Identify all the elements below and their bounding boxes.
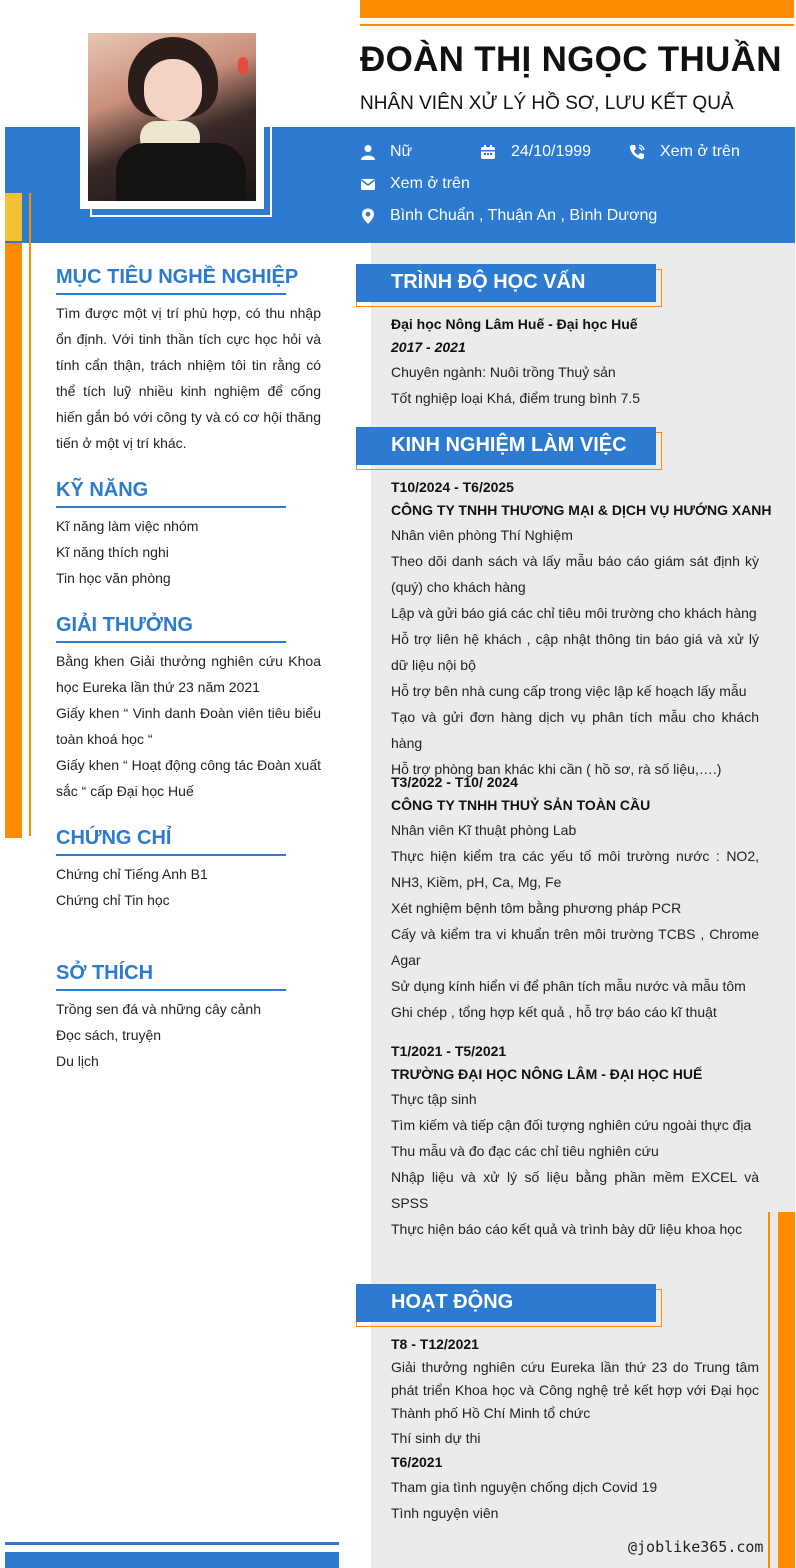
- hobby-item: Đọc sách, truyện: [56, 1027, 162, 1043]
- candidate-title: NHÂN VIÊN XỬ LÝ HỒ SƠ, LƯU KẾT QUẢ: [360, 93, 734, 114]
- activity-role: Thí sinh dự thi: [391, 1430, 481, 1446]
- job-task: Tìm kiếm và tiếp cận đối tượng nghiên cứu ngoài thực địa: [391, 1117, 752, 1133]
- skill-item: Tin học văn phòng: [56, 570, 171, 586]
- phone-icon: [629, 144, 645, 160]
- activities-heading: HOẠT ĐỘNG: [391, 1291, 514, 1313]
- contact-address: [360, 207, 657, 225]
- hobby-item: Du lịch: [56, 1053, 99, 1069]
- birthday-value: 24/10/1999: [511, 143, 592, 160]
- bottom-blue-bar: [5, 1552, 339, 1568]
- job-task: Hỗ trợ phòng ban khác khi cần ( hồ sơ, rà số liệu,….): [391, 761, 722, 777]
- job-task: Hỗ trợ bên nhà cung cấp trong việc lập kế hoạch lấy mẫu: [391, 683, 747, 699]
- activity-role: Tình nguyện viên: [391, 1505, 499, 1521]
- job-company: CÔNG TY TNHH THUỶ SẢN TOÀN CẦU: [391, 797, 651, 813]
- experience-job-2: [391, 771, 759, 1025]
- job-period: T1/2021 - T5/2021: [391, 1043, 507, 1059]
- calendar-icon: [480, 144, 496, 160]
- mail-icon: [360, 176, 376, 192]
- job-period: T3/2022 - T10/ 2024: [391, 774, 518, 790]
- job-task: Hỗ trợ liên hệ khách , cập nhật thông tin báo giá và xử lý dữ liệu nội bộ: [391, 631, 759, 673]
- job-role: Nhân viên phòng Thí Nghiệm: [391, 527, 573, 543]
- activity-description: Tham gia tình nguyện chống dịch Covid 19: [391, 1479, 658, 1495]
- gender-value: Nữ: [390, 143, 413, 160]
- contact-gender: [360, 143, 412, 161]
- certificate-item: Chứng chỉ Tiếng Anh B1: [56, 866, 208, 882]
- hobbies-underline: [56, 989, 286, 991]
- top-orange-line: [360, 24, 794, 26]
- watermark: @joblike365.com: [628, 1538, 764, 1556]
- profile-photo: [88, 33, 256, 201]
- job-task: Cấy và kiểm tra vi khuẩn trên môi trường TCBS , Chrome Agar: [391, 926, 759, 968]
- experience-heading: KINH NGHIỆM LÀM VIỆC: [391, 434, 627, 456]
- job-task: Theo dõi danh sách và lấy mẫu báo cáo giám sát định kỳ (quý) cho khách hàng: [391, 553, 759, 595]
- hobbies-list: [56, 996, 321, 1074]
- user-icon: [360, 144, 376, 160]
- left-accent-line: [29, 193, 31, 836]
- award-item: Giấy khen “ Hoạt động công tác Đoàn xuất sắc “ cấp Đại học Huế: [56, 757, 321, 799]
- job-task: Thực hiện báo cáo kết quả và trình bày dữ liệu khoa học: [391, 1221, 743, 1237]
- award-item: Bằng khen Giải thưởng nghiên cứu Khoa học Eureka lần thứ 23 năm 2021: [56, 653, 321, 695]
- contact-birthday: [480, 143, 591, 161]
- objective-heading: MỤC TIÊU NGHỀ NGHIỆP: [56, 266, 299, 288]
- job-role: Thực tập sinh: [391, 1091, 477, 1107]
- skill-item: Kĩ năng làm việc nhóm: [56, 518, 199, 534]
- objective-underline: [56, 293, 286, 295]
- awards-heading: GIẢI THƯỞNG: [56, 614, 193, 636]
- education-major: Chuyên ngành: Nuôi trồng Thuỷ sản: [391, 364, 616, 380]
- right-accent-line: [768, 1212, 770, 1568]
- skills-heading: KỸ NĂNG: [56, 479, 149, 501]
- email-value: Xem ở trên: [390, 175, 470, 192]
- skills-underline: [56, 506, 286, 508]
- hobbies-heading: SỞ THÍCH: [56, 962, 154, 984]
- candidate-name: ĐOÀN THỊ NGỌC THUẦN: [360, 40, 782, 79]
- job-task: Tạo và gửi đơn hàng dịch vụ phân tích mẫu cho khách hàng: [391, 709, 759, 751]
- job-task: Nhập liệu và xử lý số liệu bằng phần mềm EXCEL và SPSS: [391, 1169, 759, 1211]
- experience-job-3: [391, 1040, 759, 1242]
- hobby-item: Trồng sen đá và những cây cảnh: [56, 1001, 261, 1017]
- left-accent-orange: [5, 243, 22, 838]
- award-item: Giấy khen “ Vinh danh Đoàn viên tiêu biểu toàn khoá học “: [56, 705, 321, 747]
- job-task: Ghi chép , tổng hợp kết quả , hỗ trợ báo cáo kĩ thuật: [391, 1004, 717, 1020]
- location-pin-icon: [360, 208, 376, 224]
- education-block: [391, 313, 759, 411]
- top-orange-bar: [360, 0, 794, 18]
- left-accent-yellow: [5, 193, 22, 241]
- certificates-heading: CHỨNG CHỈ: [56, 827, 172, 849]
- contact-email: [360, 175, 470, 193]
- job-company: TRƯỜNG ĐẠI HỌC NÔNG LÂM - ĐẠI HỌC HUẾ: [391, 1066, 703, 1082]
- job-company: CÔNG TY TNHH THƯƠNG MẠI & DỊCH VỤ HƯỚNG XANH: [391, 502, 772, 518]
- skills-list: [56, 513, 321, 591]
- certificate-item: Chứng chỉ Tin học: [56, 892, 170, 908]
- certificates-underline: [56, 854, 286, 856]
- job-role: Nhân viên Kĩ thuật phòng Lab: [391, 822, 577, 838]
- activity-period: T6/2021: [391, 1454, 443, 1470]
- contact-phone: [629, 143, 740, 161]
- job-task: Thu mẫu và đo đạc các chỉ tiêu nghiên cứu: [391, 1143, 659, 1159]
- job-task: Sử dụng kính hiển vi để phân tích mẫu nước và mẫu tôm: [391, 978, 746, 994]
- job-task: Thực hiện kiểm tra các yếu tố môi trường nước : NO2, NH3, Kiềm, pH, Ca, Mg, Fe: [391, 848, 759, 890]
- skill-item: Kĩ năng thích nghi: [56, 544, 169, 560]
- job-task: Lập và gửi báo giá các chỉ tiêu môi trường cho khách hàng: [391, 605, 757, 621]
- education-school: Đại học Nông Lâm Huế - Đại học Huế: [391, 316, 638, 332]
- activities-block: [391, 1333, 759, 1526]
- bottom-blue-line: [5, 1542, 339, 1545]
- education-period: 2017 - 2021: [391, 339, 466, 355]
- certificates-list: [56, 861, 321, 913]
- awards-list: [56, 648, 321, 804]
- objective-text: Tìm được một vị trí phù hợp, có thu nhập ổn định. Với tinh thần tích cực học hỏi và tính cẩn thận, trách nhiệm tôi tin rằng có thể tích luỹ nhiều kinh nghiệm để cống hiến gắn bó với công ty và có cơ hội thăng tiến ở một vị trí khác.: [56, 305, 321, 451]
- experience-job-1: [391, 476, 772, 782]
- activity-description: Giải thưởng nghiên cứu Eureka lần thứ 23 do Trung tâm phát triển Khoa học và Công nghệ trẻ kết hợp với Đại học Thành phố Hồ Chí Minh tổ chức: [391, 1359, 759, 1421]
- awards-underline: [56, 641, 286, 643]
- job-task: Xét nghiệm bệnh tôm bằng phương pháp PCR: [391, 900, 682, 916]
- address-value: Bình Chuẩn , Thuận An , Bình Dương: [390, 207, 658, 224]
- education-result: Tốt nghiệp loại Khá, điểm trung bình 7.5: [391, 390, 641, 406]
- education-heading: TRÌNH ĐỘ HỌC VẤN: [391, 271, 586, 293]
- phone-value: Xem ở trên: [660, 143, 740, 160]
- activity-period: T8 - T12/2021: [391, 1336, 479, 1352]
- job-period: T10/2024 - T6/2025: [391, 479, 514, 495]
- right-accent-orange: [778, 1212, 795, 1568]
